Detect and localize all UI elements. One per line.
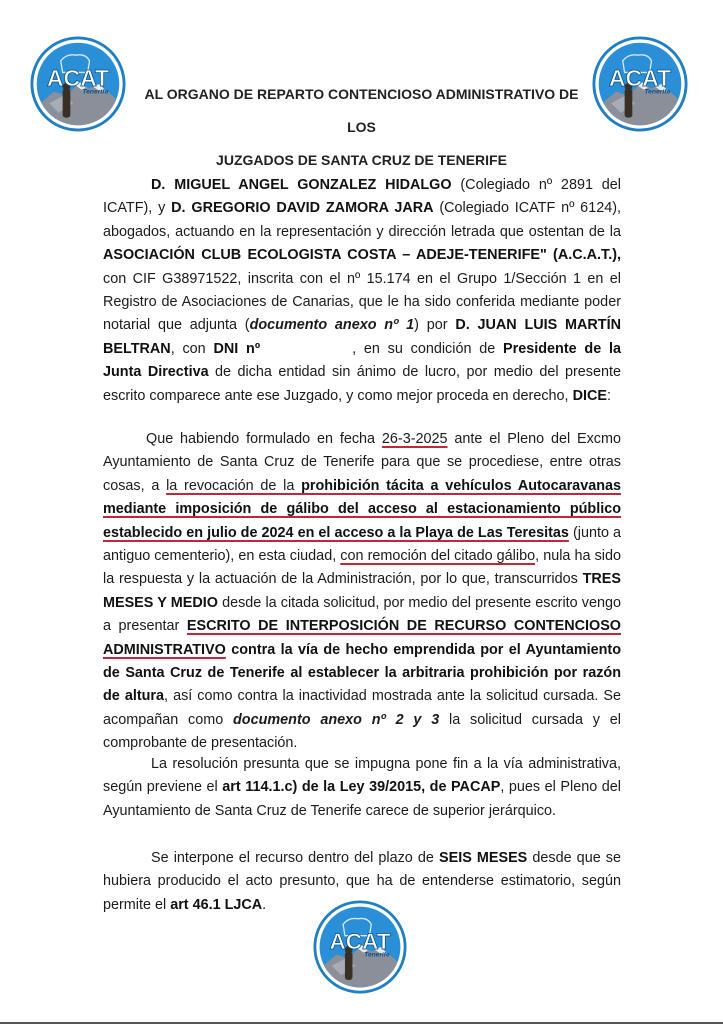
heading-line-2: JUZGADOS DE SANTA CRUZ DE TENERIFE [216, 152, 507, 168]
appeal-object: contra la vía de hecho emprendida por el Ayuntamiento de Santa Cruz de Tenerife al establecer la arbitraria prohibición por razón de altura [103, 641, 621, 705]
text-span: , así como contra la inactividad mostrada ante la solicitud cursada. Se acompañan como [103, 688, 622, 728]
dni-label: DNI nº [213, 340, 261, 357]
association-name: ASOCIACIÓN CLUB ECOLOGISTA COSTA – ADEJE-TENERIFE" (A.C.A.T.), [103, 247, 621, 264]
law-article-46: art 46.1 LJCA [170, 896, 263, 913]
paragraph-appearance [103, 174, 621, 408]
text-span: de dicha entidad sin ánimo de lucro, por medio del presente escrito comparece ante ese Juzgado, y como mejor proceda en derecho, [103, 364, 621, 404]
lawyer-2-name: D. GREGORIO DAVID ZAMORA JARA [171, 200, 434, 217]
text-span: , en su condición de [352, 340, 504, 357]
president-role: Presidente de la Junta Directiva [103, 340, 621, 381]
text-span: Que habiendo formulado en fecha [146, 431, 382, 447]
acat-logo-icon-left [30, 36, 126, 132]
text-span: (Colegiado nº 2891 del ICATF), y [103, 177, 621, 217]
law-article-114: art 114.1.c) de la Ley 39/2015, de PACAP [222, 779, 501, 796]
text-span: desde la citada solicitud, por medio del presente escrito vengo a presentar [103, 594, 621, 635]
text-span: ante el Pleno del Excmo Ayuntamiento de Santa Cruz de Tenerife para que se procediese, entre otras cosas, a [103, 431, 621, 494]
text-span: . [262, 896, 267, 913]
acat-logo-icon-right [592, 36, 688, 132]
paragraph-administrative-path [103, 753, 621, 823]
paragraph-facts [103, 428, 621, 756]
text-span: Se interpone el recurso dentro del plazo de [151, 850, 439, 866]
heading-line-1: AL ORGANO DE REPARTO CONTENCIOSO ADMINISTRATIVO DE LOS [144, 86, 579, 135]
acat-logo-icon-footer [313, 900, 407, 994]
text-span: : [606, 387, 611, 404]
request-date: 26-3-2025 [381, 431, 448, 447]
elapsed-time: TRES MESES Y MEDIO [103, 571, 621, 611]
text-span: ) por [414, 317, 456, 334]
dice-keyword: DICE [572, 387, 607, 404]
annex-1-reference: documento anexo nº 1 [249, 317, 415, 334]
text-span: (junto a antiguo cementerio), en esta ciudad, [103, 524, 622, 565]
text-span: , pues el Pleno del Ayuntamiento de Santa Cruz de Tenerife carece de superior jerárquico. [103, 779, 621, 819]
president-name: D. JUAN LUIS MARTÍN BELTRAN [103, 317, 621, 357]
removal-request: con remoción del citado gálibo [340, 548, 536, 565]
appeal-title: ESCRITO DE INTERPOSICIÓN DE RECURSO CONTENCIOSO ADMINISTRATIVO [103, 618, 621, 658]
text-span: , nula ha sido la respuesta y la actuación de la Administración, por lo que, transcurridos [103, 548, 621, 588]
deadline-period: SEIS MESES [439, 850, 528, 866]
underlined-text: la revocación de la [166, 477, 302, 494]
text-span: con CIF G38971522, inscrita con el nº 15.174 en el Grupo 1/Sección 1 en el Registro de Asociaciones de Canarias, que le ha sido conferida mediante poder notarial que adjunta ( [103, 270, 621, 334]
text-span: (Colegiado ICATF nº 6124), abogados, actuando en la representación y dirección letrada que ostentan de la [103, 200, 621, 240]
document-heading [140, 78, 583, 177]
text-span: , con [170, 340, 214, 357]
text-span: desde que se hubiera producido el acto presunto, que ha de entenderse estimatorio, según permite el [103, 850, 621, 913]
annex-2-3-reference: documento anexo nº 2 y 3 [233, 711, 440, 728]
text-span: la solicitud cursada y el comprobante de presentación. [103, 711, 621, 752]
lawyer-1-name: D. MIGUEL ANGEL GONZALEZ HIDALGO [151, 177, 452, 193]
text-span: La resolución presunta que se impugna pone fin a la vía administrativa, según previene el [103, 756, 621, 796]
prohibition-description: prohibición tácita a vehículos Autocaravanas mediante imposición de gálibo del acceso al estacionamiento público establecido en julio de 2024 en el acceso a la Playa de Las Teresitas [103, 477, 621, 541]
